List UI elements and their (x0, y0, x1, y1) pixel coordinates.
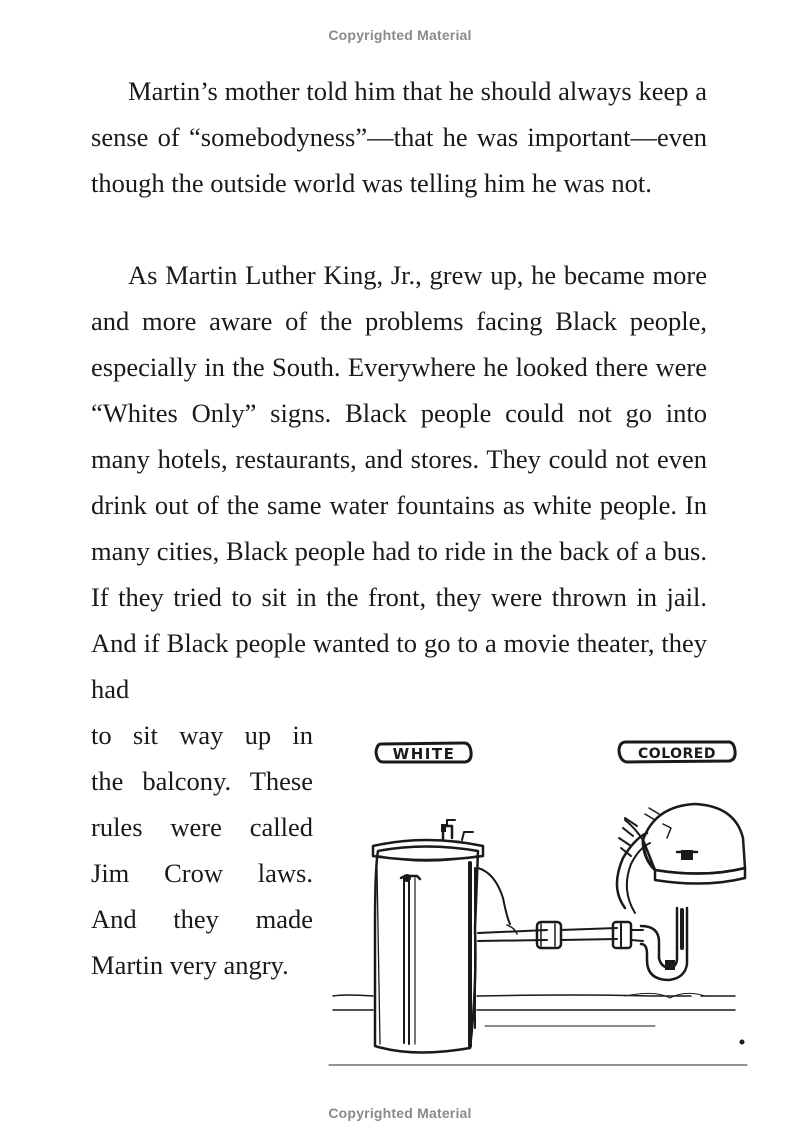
wrapped-text-block (91, 712, 313, 988)
wrapped-line: rules were called (91, 812, 313, 842)
wrapped-line: the balcony. These (91, 766, 313, 796)
paragraph-somebodyness: Martin’s mother told him that he should always keep a sense of “somebodyness”—that he was important—even though the outside world was telling him he was not. (91, 76, 707, 198)
copyright-watermark-top: Copyrighted Material (328, 27, 472, 43)
wall-lines (329, 993, 747, 1065)
colored-sign-label: COLORED (638, 746, 716, 762)
wrapped-line: Jim Crow laws. (91, 858, 313, 888)
connecting-pipes (478, 833, 687, 980)
colored-sign (619, 742, 735, 762)
white-sign-label: WHITE (392, 745, 456, 763)
white-fountain (373, 820, 483, 1053)
wrapped-line: Martin very angry. (91, 950, 289, 980)
copyright-watermark-bottom: Copyrighted Material (328, 1105, 472, 1121)
white-sign (376, 743, 471, 763)
wrapped-line: And they made (91, 904, 313, 934)
water-fountains-illustration (325, 728, 755, 1073)
colored-fountain (619, 804, 745, 884)
paragraph-jim-crow: As Martin Luther King, Jr., grew up, he became more and more aware of the problems facing Black people, especially in the South. Everywhere he looked there were “Whites Only” signs. Black people could not go into many hotels, restaurants, and stores. They could not even drink out of the same water fountains as white people. In many cities, Black people had to ride in the back of a bus. If they tried to sit in the front, they were thrown in jail. And if Black people wanted to go to a movie theater, they had (91, 260, 707, 704)
wrapped-line: to sit way up in (91, 720, 313, 750)
